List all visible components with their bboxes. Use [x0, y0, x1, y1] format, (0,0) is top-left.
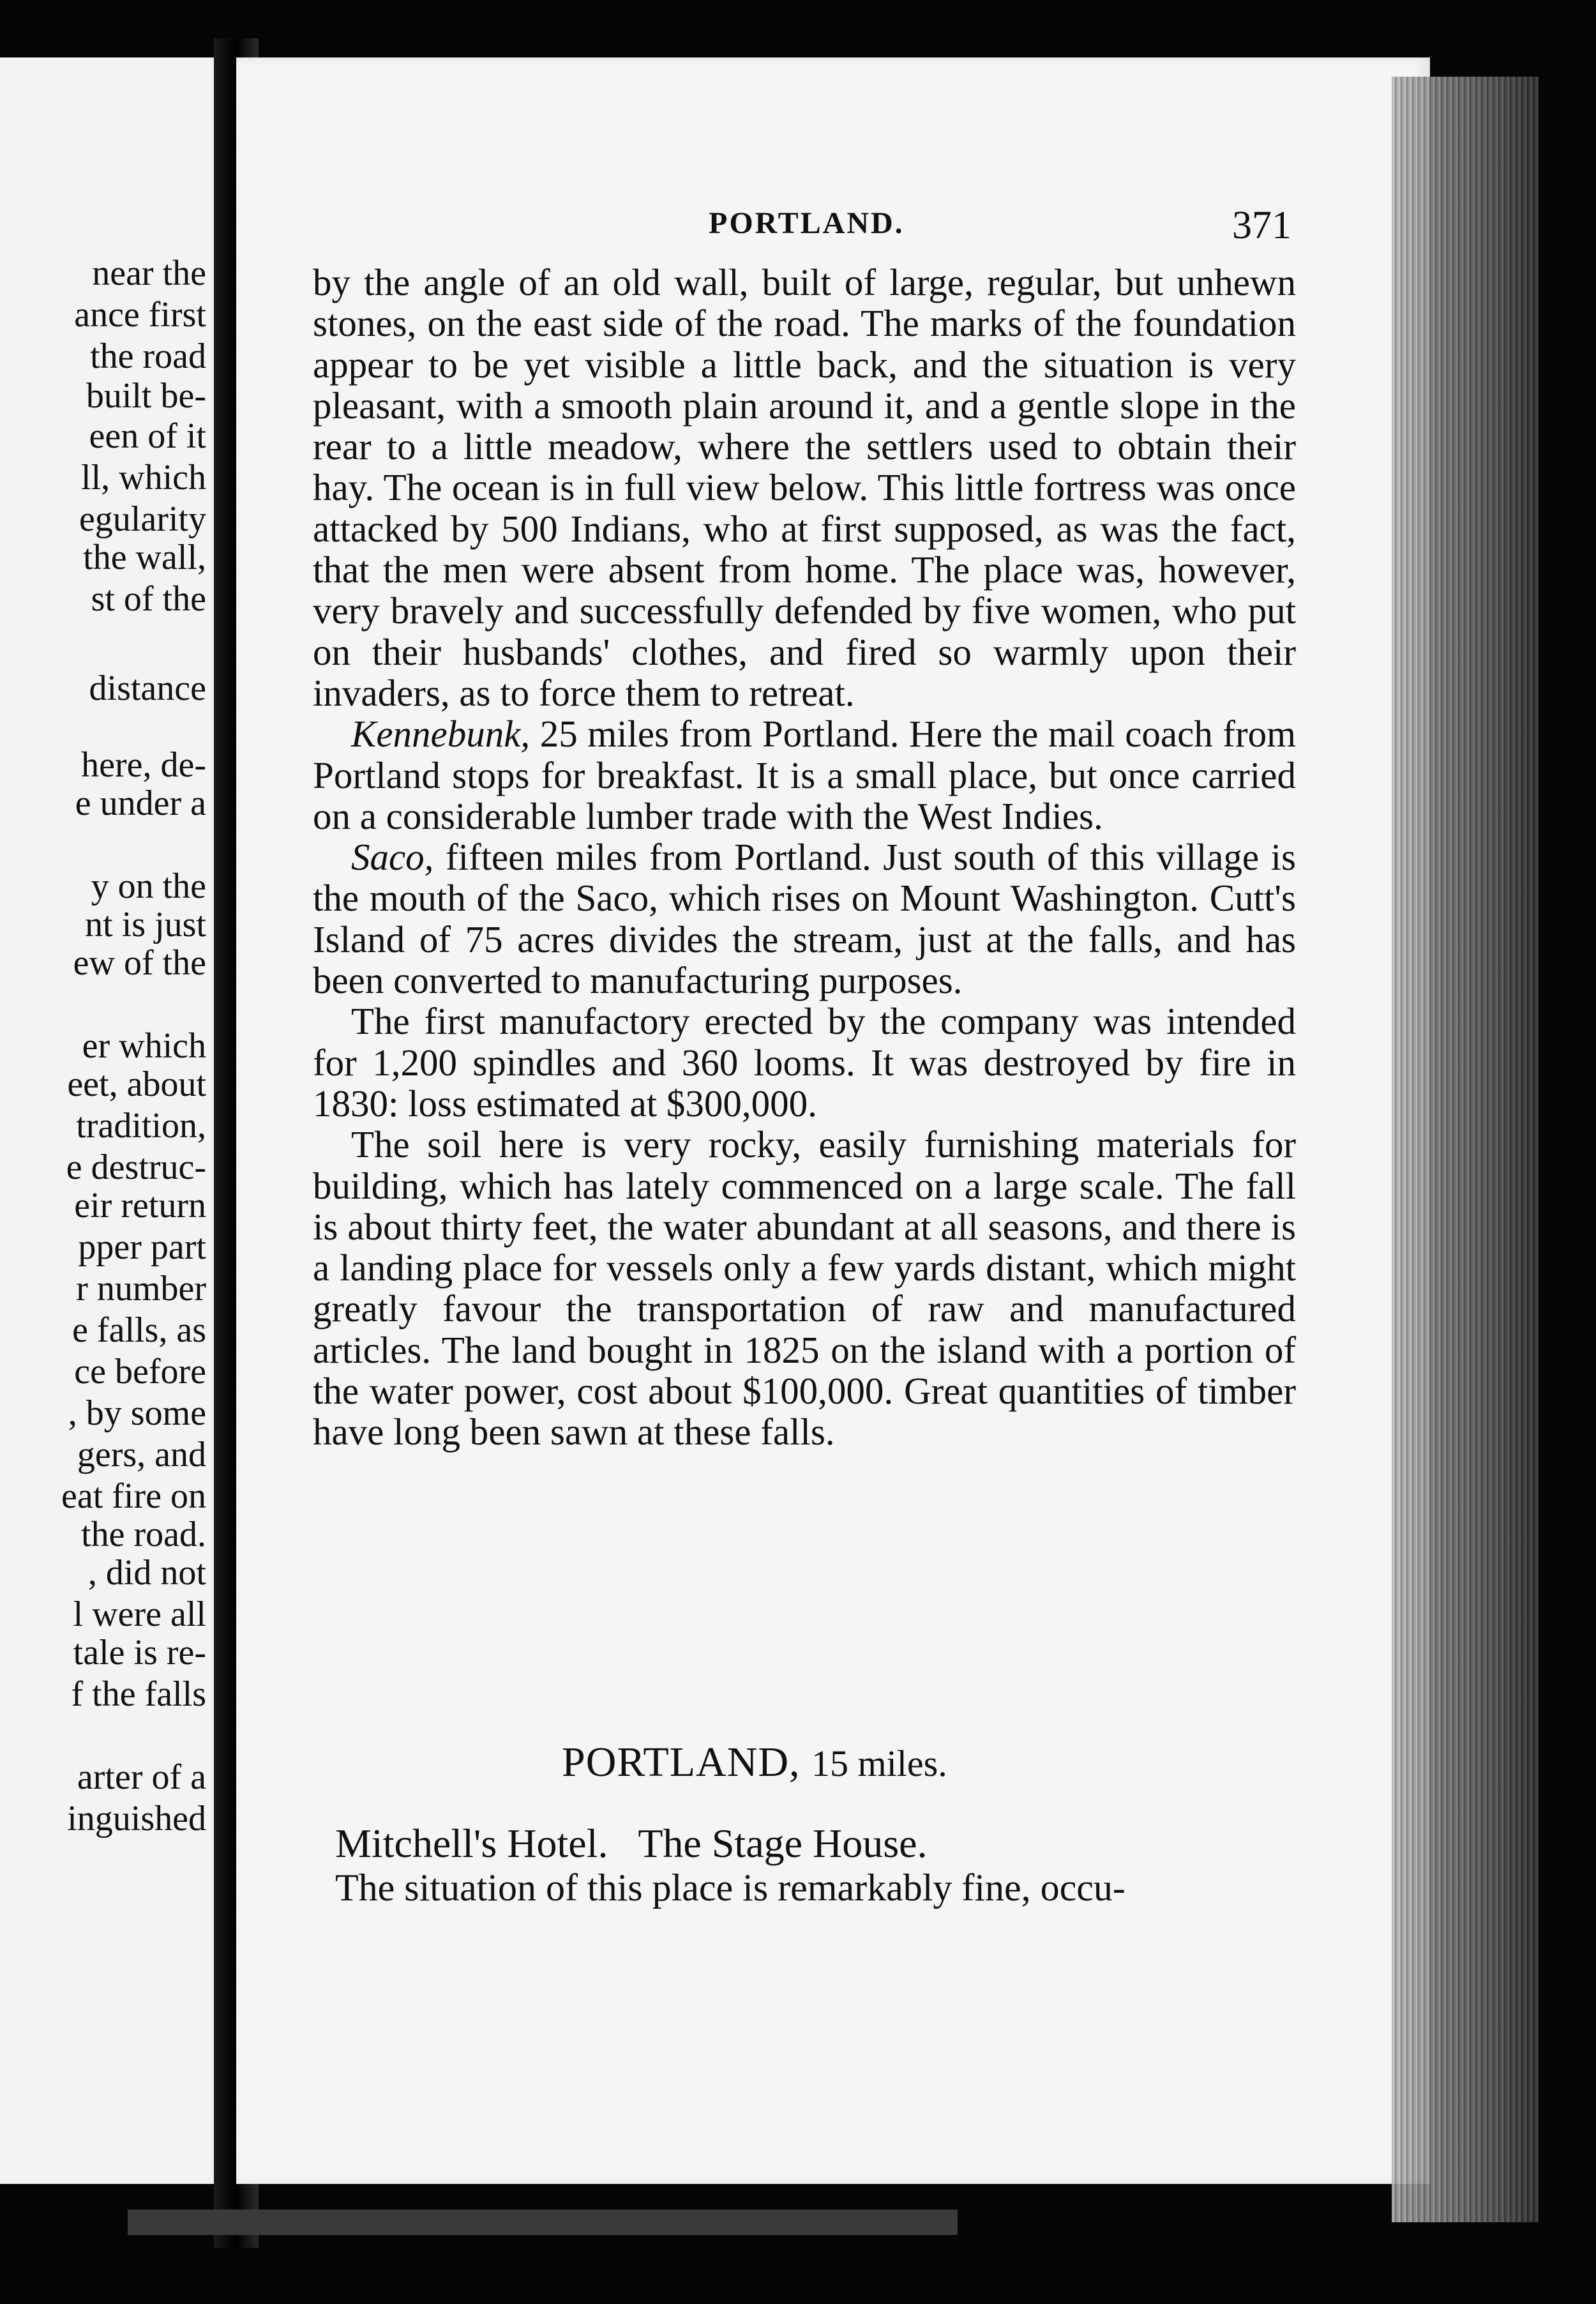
left-page-line: er which [82, 1026, 206, 1066]
paragraph-fortress: by the angle of an old wall, built of large, regular, but unhewn stones, on the east side of the road. The marks of the foundation appear to be yet visible a little back, and the situation is very pleasant, with a smooth plain around it, and a gentle slope in the rear to a little meadow, where the settlers used to obtain their hay. The ocean is in full view below. This little fortress was once attacked by 500 Indians, who at first supposed, as was the fact, that the men were absent from home. The place was, however, very bravely and successfully defended by five women, who put on their husbands' clothes, and fired so warmly upon their invaders, as to force them to retreat. [313, 261, 1296, 714]
paragraph-saco-text: fifteen miles from Portland. Just south of this village is the mouth of the Saco, which rises on Mount Washington. Cutt's Island of 75 acres divides the stream, just at the falls, and has been converted to manufacturing purposes. [313, 836, 1296, 1002]
left-page-line: the wall, [83, 538, 206, 577]
paragraph-kennebunk [313, 713, 1296, 837]
section-heading-title: PORTLAND, [562, 1739, 801, 1785]
place-name-kennebunk: Kennebunk, [351, 713, 531, 755]
body-text [313, 262, 1296, 1453]
left-page-line: ew of the [73, 943, 206, 983]
paragraph-manufactory: The first manufactory erected by the company was intended for 1,200 spindles and 360 looms. It was destroyed by fire in 1830: loss estimated at $300,000. [313, 1000, 1296, 1125]
left-page-line: built be- [86, 376, 206, 416]
left-page-line: gers, and [77, 1435, 206, 1474]
hotels-line: Mitchell's Hotel. The Stage House. [335, 1821, 928, 1866]
left-page-line: , by some [68, 1393, 206, 1433]
left-page-line: st of the [91, 579, 206, 619]
left-page-line: inguished [67, 1799, 206, 1838]
left-page-line: eet, about [67, 1065, 206, 1104]
left-page-line: r number [76, 1269, 206, 1308]
left-page-line: f the falls [71, 1674, 206, 1714]
section-heading-distance: 15 miles. [811, 1743, 947, 1784]
left-page-line: egularity [79, 499, 206, 539]
left-page-line: tradition, [76, 1106, 206, 1146]
left-page-line: ll, which [81, 458, 206, 497]
left-page-line: the road. [81, 1515, 206, 1554]
left-page-line: eat fire on [61, 1476, 206, 1516]
page-edges-shade [1392, 77, 1539, 2222]
paragraph-soil: The soil here is very rocky, easily furnishing materials for building, which has lately commenced on a large scale. The fall is about thirty feet, the water abundant at all seasons, and there is a landing place for vessels only a few yards distant, which might greatly favour the transportation of raw and manufactured articles. The land bought in 1825 on the island with a portion of the water power, cost about $100,000. Great quantities of timber have long been sawn at these falls. [313, 1123, 1296, 1453]
left-page-line: ance first [74, 295, 206, 335]
left-page-line: een of it [89, 416, 206, 456]
place-name-saco: Saco, [351, 836, 434, 879]
left-page-line: e falls, as [72, 1310, 206, 1350]
left-page-line: here, de- [81, 745, 206, 785]
page-number: 371 [1232, 204, 1291, 247]
left-page-line: e destruc- [66, 1148, 206, 1187]
bottom-edge [128, 2209, 958, 2235]
left-facing-page [0, 57, 214, 2184]
left-page-line: tale is re- [73, 1633, 206, 1672]
left-page-line: e under a [75, 784, 206, 823]
left-page-line: near the [92, 254, 206, 293]
left-page-line: the road [90, 337, 206, 376]
paragraph-saco [313, 837, 1296, 1001]
left-page-line: eir return [74, 1186, 206, 1225]
running-head: PORTLAND. [709, 206, 905, 240]
left-page-line: l were all [73, 1595, 206, 1634]
left-page-line: arter of a [77, 1757, 206, 1797]
left-page-line: nt is just [85, 905, 206, 944]
left-page-line: , did not [87, 1553, 206, 1593]
left-page-line: pper part [78, 1227, 206, 1267]
left-page-line: y on the [91, 867, 206, 906]
closing-line: The situation of this place is remarkably fine, occu- [335, 1867, 1125, 1909]
section-heading [562, 1738, 947, 1787]
left-page-line: distance [89, 669, 206, 708]
paragraph-kennebunk-text: 25 miles from Portland. Here the mail coach from Portland stops for breakfast. It is a small place, but once carried on a considerable lumber trade with the West Indies. [313, 713, 1296, 837]
left-page-line: ce before [74, 1352, 206, 1391]
